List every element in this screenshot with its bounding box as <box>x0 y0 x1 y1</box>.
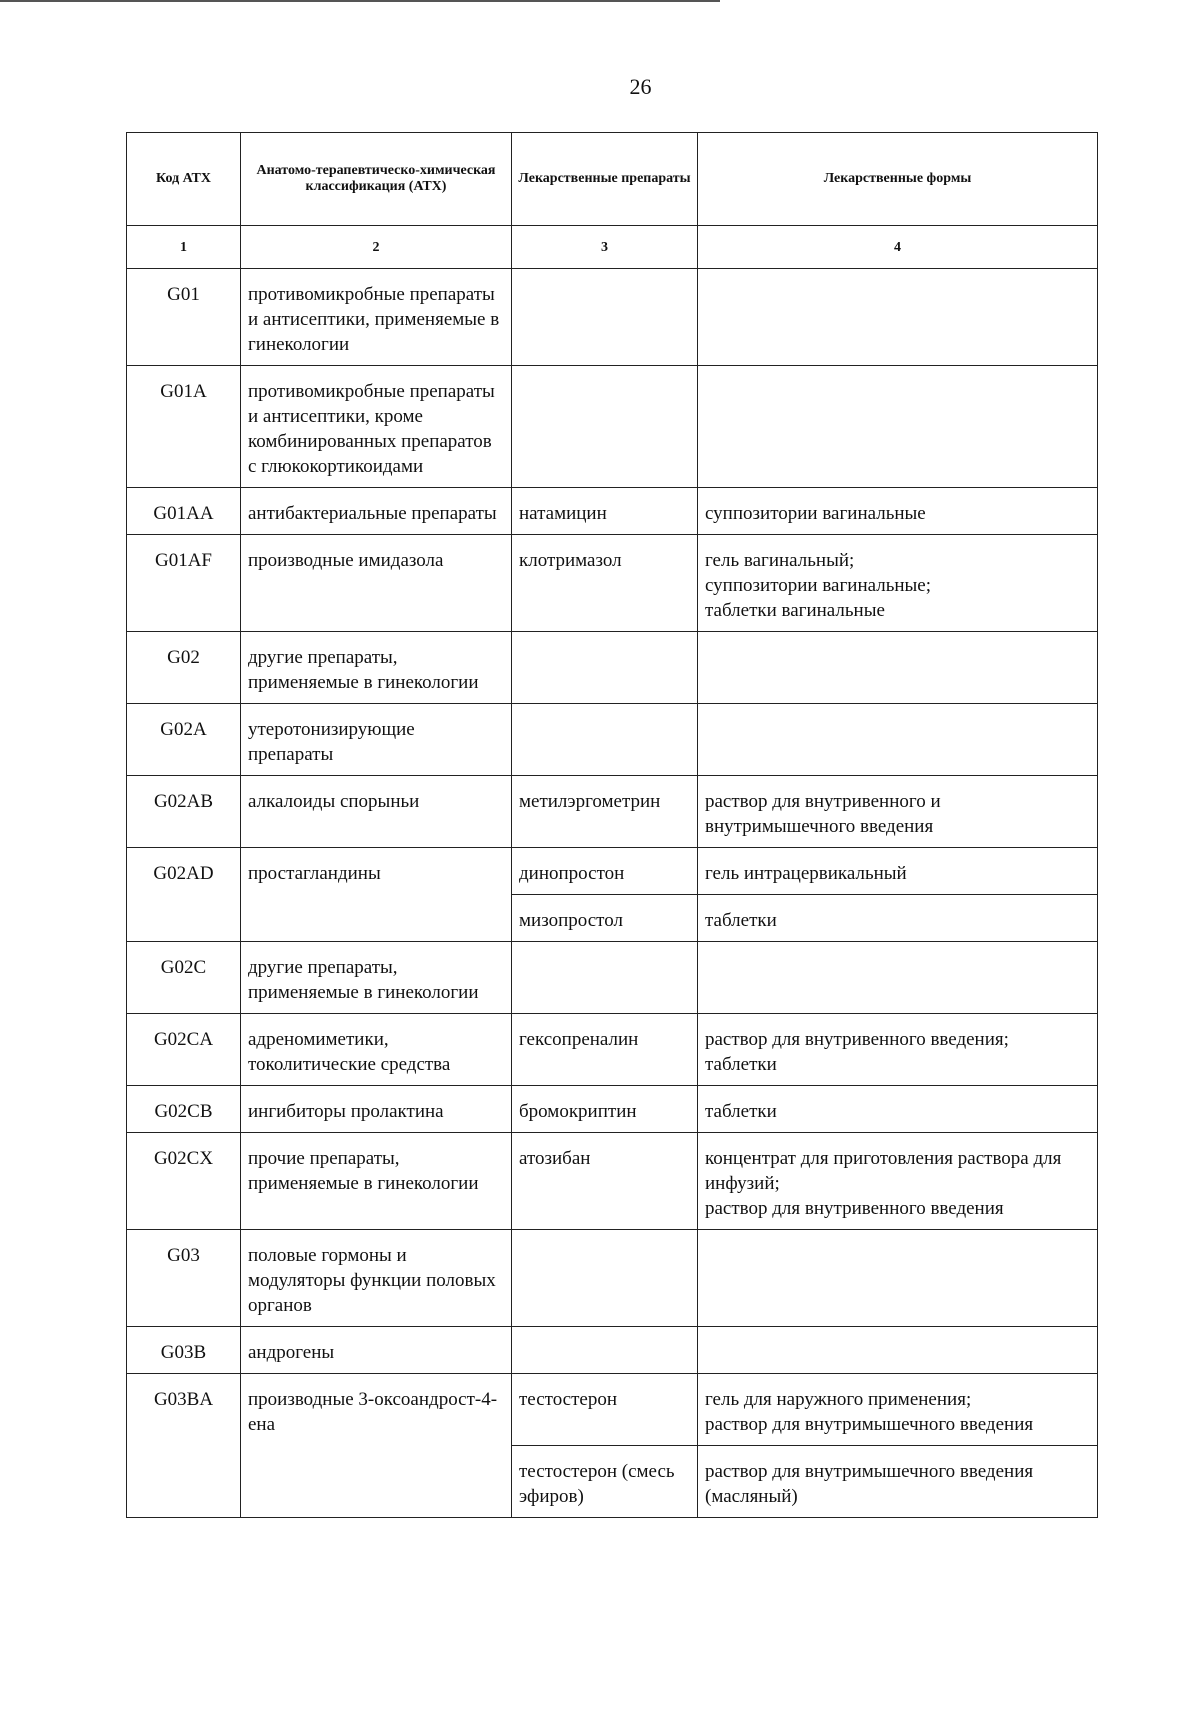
dosage-form-line: раствор для внутривенного введения <box>705 1198 1004 1219</box>
drug-name <box>512 269 698 366</box>
column-number: 2 <box>241 226 512 269</box>
dosage-forms <box>698 848 1098 895</box>
drug-name: тестостерон <box>512 1374 698 1446</box>
dosage-forms <box>698 942 1098 1014</box>
column-number-row <box>127 226 1098 269</box>
header-code: Код АТХ <box>127 133 241 226</box>
dosage-form-line: таблетки <box>705 1054 777 1075</box>
dosage-form-line: таблетки <box>705 1101 777 1122</box>
atx-classification: производные имидазола <box>241 535 512 632</box>
atx-code: G02AB <box>127 776 241 848</box>
drug-name: клотримазол <box>512 535 698 632</box>
drug-name <box>512 632 698 704</box>
atx-code: G01A <box>127 366 241 488</box>
atx-classification: адреномиметики, токолитические средства <box>241 1014 512 1086</box>
atx-code: G03 <box>127 1230 241 1327</box>
atx-code: G02CB <box>127 1086 241 1133</box>
top-rule <box>0 0 720 2</box>
atx-classification: простагландины <box>241 848 512 942</box>
dosage-form-line: гель интрацервикальный <box>705 863 907 884</box>
atx-classification: производные 3-оксоандрост-4-ена <box>241 1374 512 1518</box>
dosage-form-line: раствор для внутривенного введения; <box>705 1029 1009 1050</box>
table-row <box>127 704 1098 776</box>
atx-classification: другие препараты, применяемые в гинекологии <box>241 632 512 704</box>
drug-name: динопростон <box>512 848 698 895</box>
table-row <box>127 1133 1098 1230</box>
table-row <box>127 776 1098 848</box>
atx-classification: другие препараты, применяемые в гинекологии <box>241 942 512 1014</box>
table-row <box>127 848 1098 895</box>
dosage-form-line: суппозитории вагинальные; <box>705 575 932 596</box>
column-number: 3 <box>512 226 698 269</box>
table-row <box>127 1230 1098 1327</box>
table-row <box>127 942 1098 1014</box>
dosage-form-line: раствор для внутримышечного введения (масляный) <box>705 1461 1034 1507</box>
atx-classification: алкалоиды спорыньи <box>241 776 512 848</box>
atx-classification: утеротонизирующие препараты <box>241 704 512 776</box>
atx-code: G02 <box>127 632 241 704</box>
dosage-forms <box>698 632 1098 704</box>
table-row <box>127 632 1098 704</box>
dosage-forms <box>698 535 1098 632</box>
header-forms: Лекарственные формы <box>698 133 1098 226</box>
table-row <box>127 1374 1098 1446</box>
header-row <box>127 133 1098 226</box>
atx-code: G02C <box>127 942 241 1014</box>
table-row <box>127 488 1098 535</box>
drug-name: метилэргометрин <box>512 776 698 848</box>
table-row <box>127 366 1098 488</box>
atx-classification: андрогены <box>241 1327 512 1374</box>
dosage-forms <box>698 895 1098 942</box>
header-classification: Анатомо-терапевтическо-химическая классификация (АТХ) <box>241 133 512 226</box>
atx-table <box>126 132 1098 1518</box>
dosage-forms <box>698 1374 1098 1446</box>
atx-classification: противомикробные препараты и антисептики, применяемые в гинекологии <box>241 269 512 366</box>
dosage-form-line: гель вагинальный; <box>705 550 855 571</box>
drug-name <box>512 942 698 1014</box>
atx-code: G03B <box>127 1327 241 1374</box>
dosage-forms <box>698 269 1098 366</box>
column-number: 4 <box>698 226 1098 269</box>
dosage-forms <box>698 776 1098 848</box>
dosage-forms <box>698 1230 1098 1327</box>
drug-name <box>512 704 698 776</box>
dosage-form-line: гель для наружного применения; <box>705 1389 972 1410</box>
drug-name: бромокриптин <box>512 1086 698 1133</box>
atx-code: G02AD <box>127 848 241 942</box>
atx-code: G02CA <box>127 1014 241 1086</box>
header-drugs: Лекарственные препараты <box>512 133 698 226</box>
atx-code: G02CX <box>127 1133 241 1230</box>
atx-classification: антибактериальные препараты <box>241 488 512 535</box>
atx-code: G01 <box>127 269 241 366</box>
table-row <box>127 1086 1098 1133</box>
drug-name: тестостерон (смесь эфиров) <box>512 1446 698 1518</box>
drug-name: мизопростол <box>512 895 698 942</box>
column-number: 1 <box>127 226 241 269</box>
dosage-form-line: концентрат для приготовления раствора для инфузий; <box>705 1148 1062 1194</box>
atx-classification: прочие препараты, применяемые в гинекологии <box>241 1133 512 1230</box>
dosage-forms <box>698 366 1098 488</box>
atx-code: G03BA <box>127 1374 241 1518</box>
dosage-forms <box>698 1446 1098 1518</box>
dosage-forms <box>698 1133 1098 1230</box>
table-row <box>127 535 1098 632</box>
drug-name <box>512 366 698 488</box>
dosage-form-line: раствор для внутримышечного введения <box>705 1414 1034 1435</box>
table-row <box>127 1014 1098 1086</box>
dosage-form-line: таблетки вагинальные <box>705 600 885 621</box>
dosage-form-line: таблетки <box>705 910 777 931</box>
atx-classification: ингибиторы пролактина <box>241 1086 512 1133</box>
dosage-forms <box>698 1086 1098 1133</box>
table-row <box>127 1327 1098 1374</box>
table-row <box>127 269 1098 366</box>
atx-code: G01AA <box>127 488 241 535</box>
dosage-forms <box>698 1327 1098 1374</box>
dosage-form-line: раствор для внутривенного и внутримышечного введения <box>705 791 941 837</box>
page-number: 26 <box>629 74 652 99</box>
dosage-form-line: суппозитории вагинальные <box>705 503 926 524</box>
atx-code: G01AF <box>127 535 241 632</box>
atx-code: G02A <box>127 704 241 776</box>
drug-name <box>512 1327 698 1374</box>
atx-classification: противомикробные препараты и антисептики, кроме комбинированных препаратов с глюкокортикоидами <box>241 366 512 488</box>
drug-name: натамицин <box>512 488 698 535</box>
dosage-forms <box>698 488 1098 535</box>
drug-name <box>512 1230 698 1327</box>
drug-name: атозибан <box>512 1133 698 1230</box>
atx-classification: половые гормоны и модуляторы функции половых органов <box>241 1230 512 1327</box>
dosage-forms <box>698 1014 1098 1086</box>
dosage-forms <box>698 704 1098 776</box>
drug-name: гексопреналин <box>512 1014 698 1086</box>
